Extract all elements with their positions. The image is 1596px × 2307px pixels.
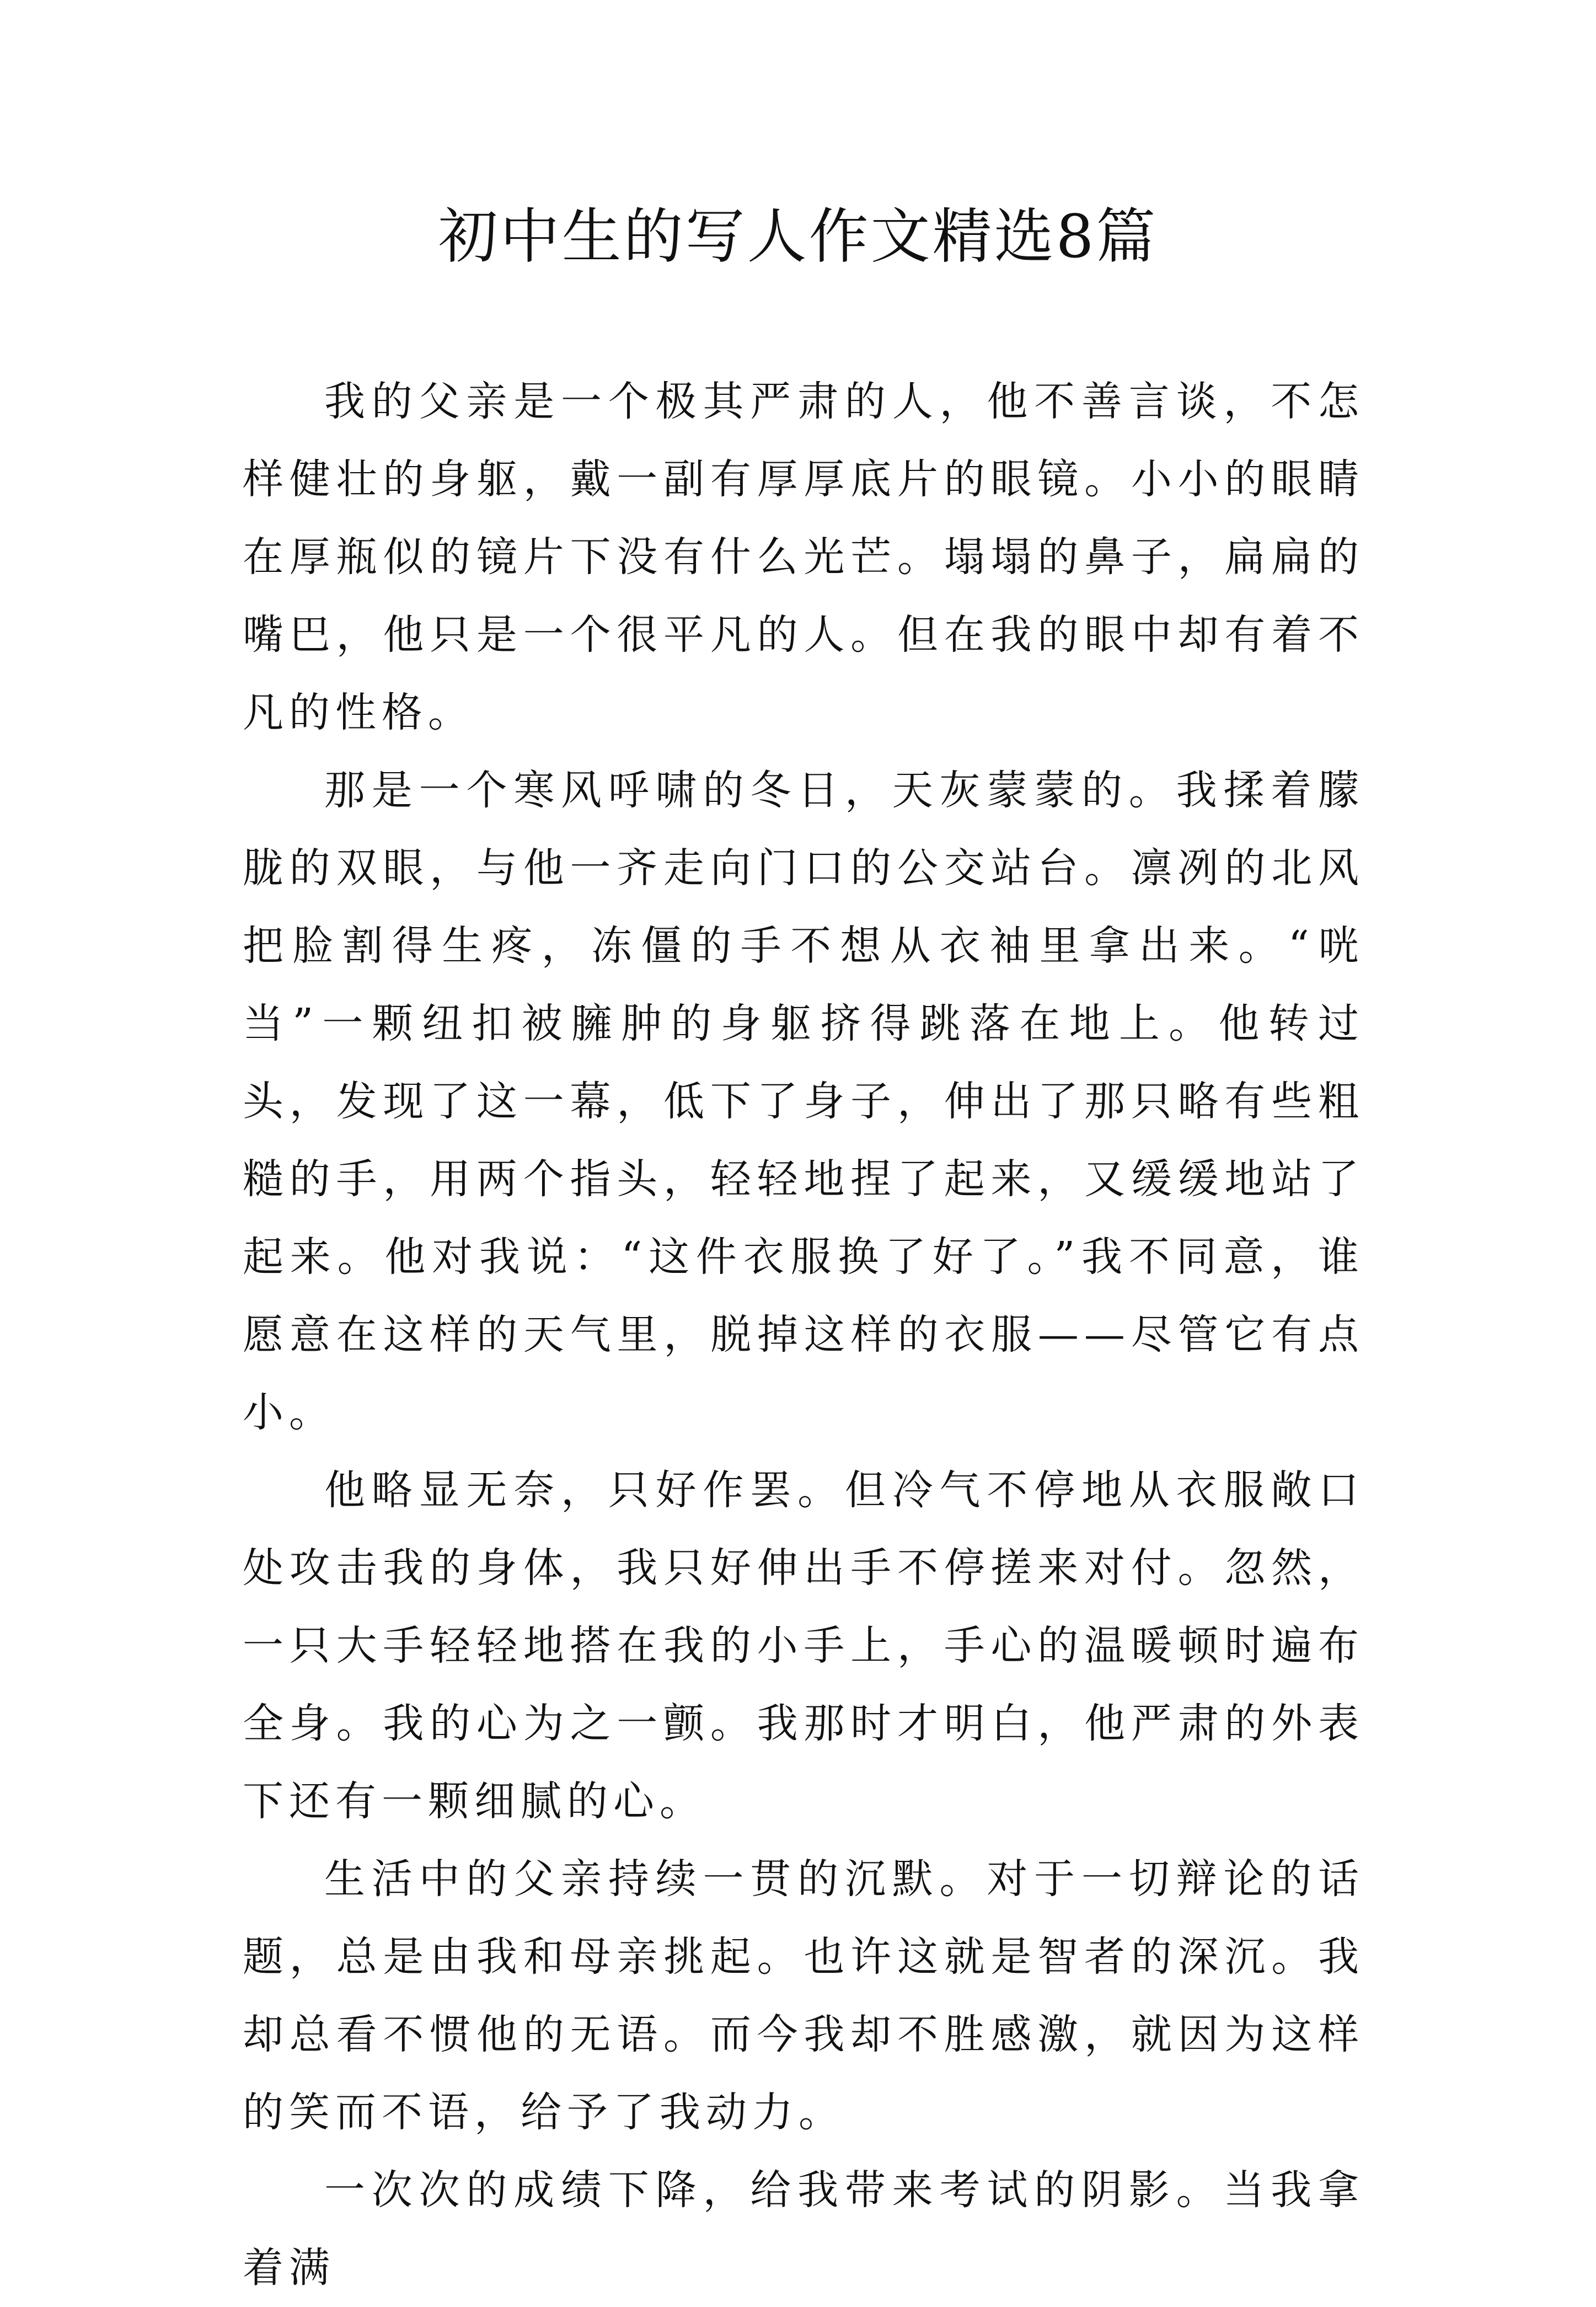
paragraph-2: 那是一个寒风呼啸的冬日，天灰蒙蒙的。我揉着朦胧的双眼，与他一齐走向门口的公交站台。凛冽的北风把脸割得生疼，冻僵的手不想从衣袖里拿出来。“咣当”一颗纽扣被臃肿的身躯挤得跳落在地上。他转过头，发现了这一幕，低下了身子，伸出了那只略有些粗糙的手，用两个指头，轻轻地捏了起来，又缓缓地站了起来。他对我说：“这件衣服换了好了。”我不同意，谁愿意在这样的天气里，脱掉这样的衣服——尽管它有点小。 bbox=[243, 767, 1364, 1436]
paragraph-3: 他略显无奈，只好作罢。但冷气不停地从衣服敞口处攻击我的身体，我只好伸出手不停搓来对付。忽然，一只大手轻轻地搭在我的小手上，手心的温暖顿时遍布全身。我的心为之一颤。我那时才明白，他严肃的外表下还有一颗细腻的心。 bbox=[243, 1466, 1364, 1825]
page-title: 初中生的写人作文精选8篇 bbox=[438, 202, 1158, 271]
paragraph-5: 一次次的成绩下降，给我带来考试的阴影。当我拿着满 bbox=[243, 2166, 1364, 2292]
article-body bbox=[243, 363, 1364, 2307]
paragraph-1: 我的父亲是一个极其严肃的人，他不善言谈，不怎样健壮的身躯，戴一副有厚厚底片的眼镜。小小的眼睛在厚瓶似的镜片下没有什么光芒。塌塌的鼻子，扁扁的嘴巴，他只是一个很平凡的人。但在我的眼中却有着不凡的性格。 bbox=[243, 378, 1364, 736]
paragraph-4: 生活中的父亲持续一贯的沉默。对于一切辩论的话题，总是由我和母亲挑起。也许这就是智者的深沉。我却总看不惯他的无语。而今我却不胜感激，就因为这样的笑而不语，给予了我动力。 bbox=[243, 1855, 1364, 2136]
